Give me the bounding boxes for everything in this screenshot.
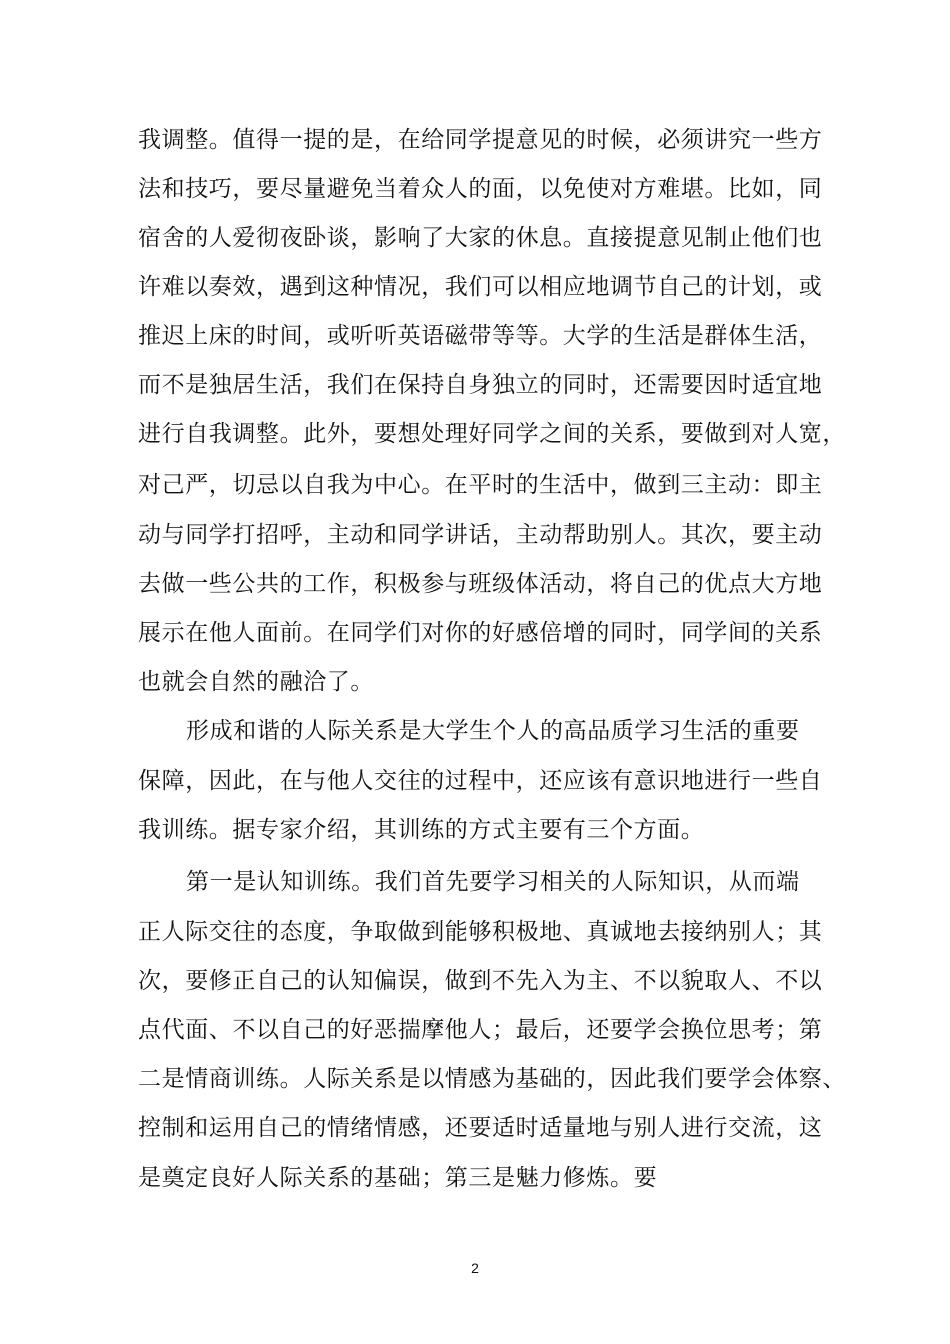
- body-text-line: 去做一些公共的工作，积极参与班级体活动，将自己的优点大方地: [138, 571, 823, 597]
- body-text-line: 法和技巧，要尽量避免当着众人的面，以免使对方难堪。比如，同: [138, 176, 823, 202]
- body-text-line: 控制和运用自己的情绪情感，还要适时适量地与别人进行交流，这: [138, 1115, 823, 1141]
- body-text-line: 我训练。据专家介绍，其训练的方式主要有三个方面。: [138, 817, 705, 843]
- body-text-line: 保障，因此，在与他人交往的过程中，还应该有意识地进行一些自: [138, 768, 823, 794]
- body-text-line: 二是情商训练。人际关系是以情感为基础的，因此我们要学会体察、: [138, 1066, 846, 1092]
- body-text-line: 对己严，切忌以自我为中心。在平时的生活中，做到三主动：即主: [138, 472, 823, 498]
- body-text-line: 进行自我调整。此外，要想处理好同学之间的关系，要做到对人宽，: [138, 421, 846, 447]
- paragraph-first-line: 第一是认知训练。我们首先要学习相关的人际知识，从而端: [186, 869, 800, 895]
- body-text-line: 点代面、不以自己的好恶揣摩他人；最后，还要学会换位思考；第: [138, 1017, 823, 1043]
- body-text-line: 展示在他人面前。在同学们对你的好感倍增的同时，同学间的关系: [138, 620, 823, 646]
- body-text-line: 也就会自然的融洽了。: [138, 669, 374, 695]
- page-number: 2: [471, 1260, 479, 1276]
- body-text-line: 推迟上床的时间，或听听英语磁带等等。大学的生活是群体生活，: [138, 323, 823, 349]
- body-text-line: 是奠定良好人际关系的基础；第三是魅力修炼。要: [138, 1165, 658, 1191]
- body-text-line: 宿舍的人爱彻夜卧谈，影响了大家的休息。直接提意见制止他们也: [138, 225, 823, 251]
- body-text-line: 许难以奏效，遇到这种情况，我们可以相应地调节自己的计划，或: [138, 274, 823, 300]
- body-text-line: 我调整。值得一提的是，在给同学提意见的时候，必须讲究一些方: [138, 127, 823, 153]
- body-text-line: 动与同学打招呼，主动和同学讲话，主动帮助别人。其次，要主动: [138, 522, 823, 548]
- body-text-line: 而不是独居生活，我们在保持自身独立的同时，还需要因时适宜地: [138, 372, 823, 398]
- paragraph-first-line: 形成和谐的人际关系是大学生个人的高品质学习生活的重要: [186, 718, 800, 744]
- body-text-line: 正人际交往的态度，争取做到能够积极地、真诚地去接纳别人；其: [138, 919, 823, 945]
- body-text-line: 次，要修正自己的认知偏误，做到不先入为主、不以貌取人、不以: [138, 968, 823, 994]
